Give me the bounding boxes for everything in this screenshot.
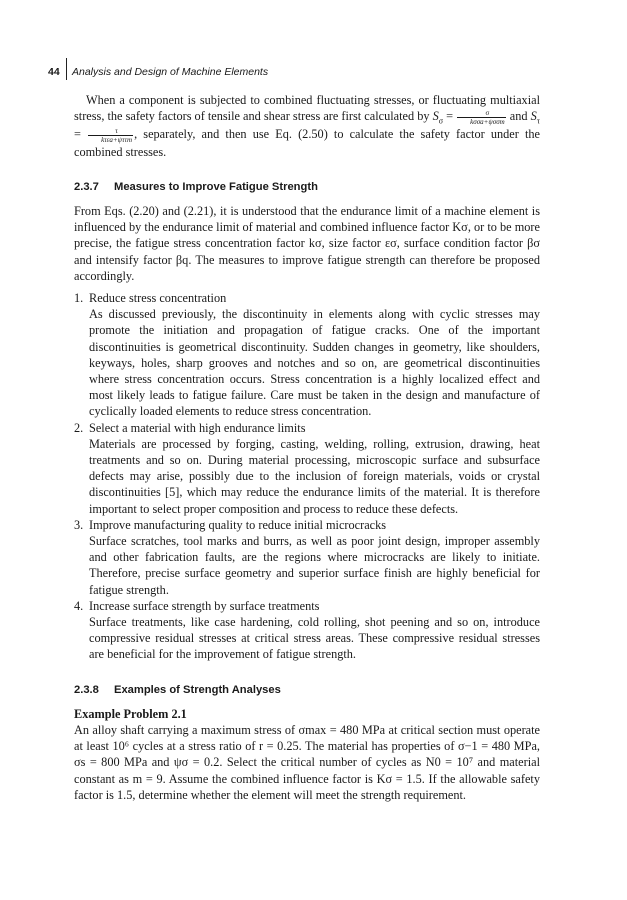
list-item: 3. Improve manufacturing quality to reduce initial microcracks Surface scratches, tool marks and burrs, as well as poor joint design, improper assembly and other fabrication faults, are the regions where microcracks are likely to initiate. Therefore, precise surface geometry and superior surface finish are highly beneficial for fatigue strength. [74,517,540,597]
example-text: An alloy shaft carrying a maximum stress of σmax = 480 MPa at critical section must operate at least 10⁶ cycles at a stress ratio of r = 0.25. The material has properties of σ−1 = 480 MPa, σs = 800 MPa and ψσ = 0.2. Select the critical number of cycles as N0 = 10⁷ and material constant as m = 9. Assume the combined influence factor is Kσ = 1.5. If the allowable safety factor is 1.5, determine whether the element will meet the strength requirement. [74,723,540,802]
page-body [74,92,540,803]
page-header [48,64,548,84]
page-number: 44 [48,66,60,78]
section-heading-2-3-7: 2.3.7 Measures to Improve Fatigue Strength [74,180,318,193]
section-heading-2-3-8: 2.3.8 Examples of Strength Analyses [74,683,281,696]
intro-paragraph: When a component is subjected to combined fluctuating stresses, or fluctuating multiaxial stress, the safety factors of tensile and shear stress are first calculated by $S_\sigma$ = $\frac{\sigma}{\text{kσσa+ψσσm}}$ and $S_\tau$ = $\frac{\tau}{\text{kτεa+ψττm}}$ , separately, and then use Eq. (2.50) to calculate the safety factor under the combined stresses. [74,93,540,159]
header-divider [66,58,67,80]
formula-s-tau: $\frac{\tau}{\text{kτεa+ψττm}}$ [88,127,133,144]
section-paragraph: From Eqs. (2.20) and (2.21), it is understood that the endurance limit of a machine element is influenced by the endurance limit of material and combined influence factor Kσ, or to be more precise, the fatigue stress concentration factor kσ, size factor εσ, surface condition factor βσ and intensify factor βq. The measures to improve fatigue strength can therefore be proposed accordingly. [74,203,540,283]
list-item: 2. Select a material with high endurance limits Materials are processed by forging, casting, welding, rolling, extrusion, drawing, heat treatments and so on. During material processing, microscopic surface and subsurface defects may arise, possibly due to the inclusion of foreign materials, voids or crystal discontinuities [5], which may reduce the endurance limits of the material. It is therefore important to select proper composition and process to reduce these defects. [74,420,540,516]
formula-s-sigma: $\frac{\sigma}{\text{kσσa+ψσσm}}$ [457,109,506,126]
running-title: Analysis and Design of Machine Elements [72,66,269,78]
list-item: 4. Increase surface strength by surface treatments Surface treatments, like case hardening, cold rolling, shot peening and so on, introduce compressive residual stresses at critical stress areas. These compressive residual stresses are beneficial for the improvement of fatigue strength. [74,598,540,662]
example-title: Example Problem 2.1 [74,706,187,721]
list-item: 1. Reduce stress concentration As discussed previously, the discontinuity in elements along with cyclic stresses may promote the initiation and propagation of fatigue cracks. One of the important discontinuities is geometrical discontinuity. Sudden changes in geometry, like shoulders, keyways, holes, sharp grooves and notches and so on, are geometrical discontinuities where stress concentration occurs. Stress concentration is a highly localized effect and most likely leads to fatigue failure. Care must be taken in the design and manufacture of cyclically loaded elements to reduce stress concentration. [74,290,540,419]
measures-list [74,290,540,663]
